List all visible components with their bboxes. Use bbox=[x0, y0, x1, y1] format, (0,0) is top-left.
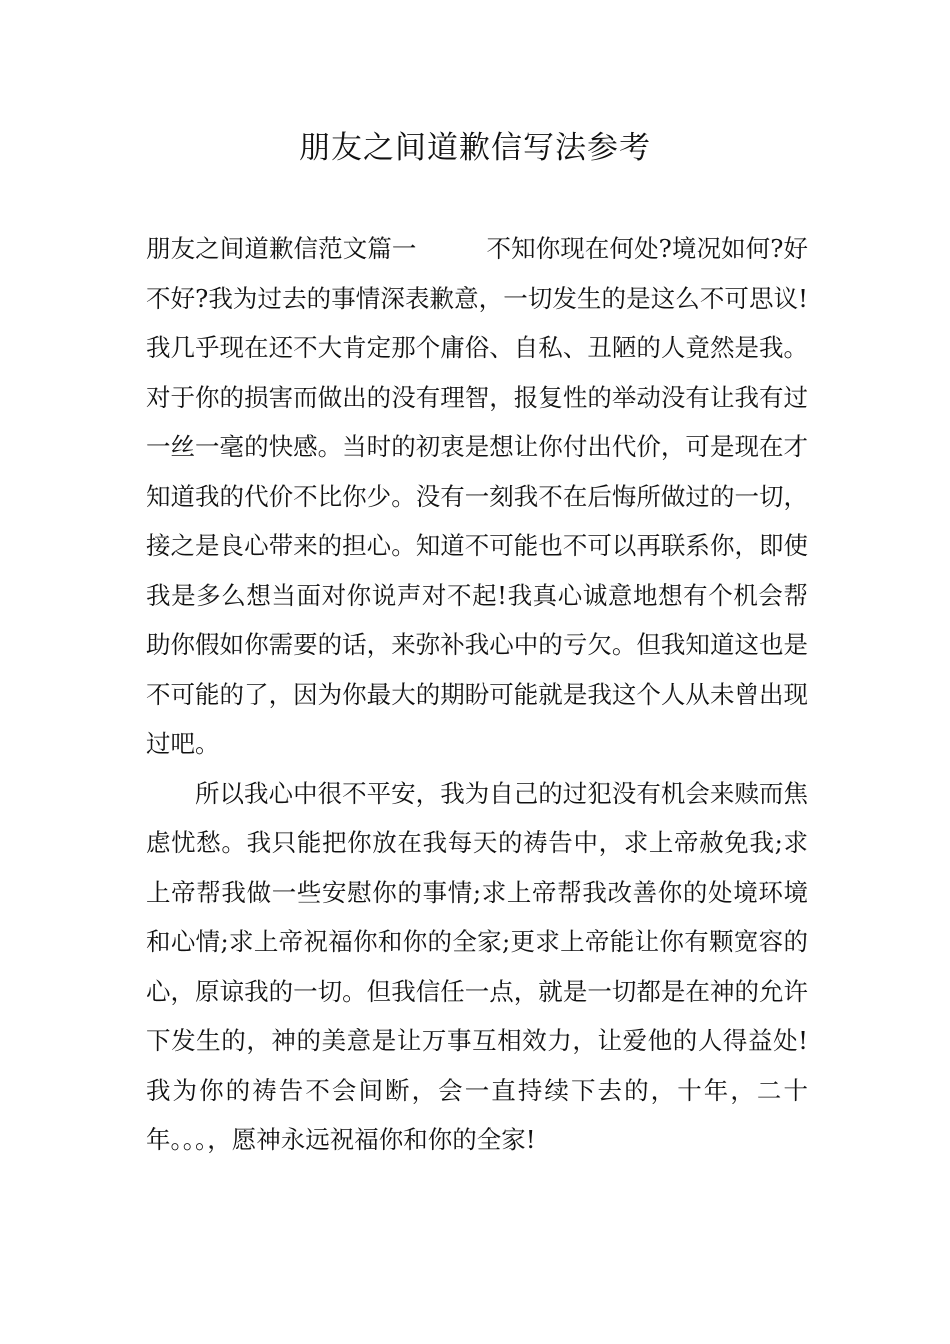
document-title: 朋友之间道歉信写法参考 bbox=[299, 130, 651, 166]
section-heading: 朋友之间道歉信范文篇一 bbox=[146, 234, 417, 263]
paragraph-1-text: 不知你现在何处?境况如何?好不好?我为过去的事情深表歉意，一切发生的是这么不可思议!我几乎现在还不大肯定那个庸俗、自私、丑陋的人竟然是我。对于你的损害而做出的没有理智，报复性的举动没有让我有过一丝一毫的快感。当时的初衷是想让你付出代价，可是现在才知道我的代价不比你少。没有一刻我不在后悔所做过的一切，接之是良心带来的担心。知道不可能也不可以再联系你，即使我是多么想当面对你说声对不起!我真心诚意地想有个机会帮助你假如你需要的话，来弥补我心中的亏欠。但我知道这也是不可能的了，因为你最大的期盼可能就是我这个人从未曾出现过吧。 bbox=[146, 234, 808, 758]
paragraph-2: 所以我心中很不平安，我为自己的过犯没有机会来赎而焦虑忧愁。我只能把你放在我每天的祷告中，求上帝赦免我;求上帝帮我做一些安慰你的事情;求上帝帮我改善你的处境环境和心情;求上帝祝福你和你的全家;更求上帝能让你有颗宽容的心，原谅我的一切。但我信任一点，就是一切都是在神的允许下发生的，神的美意是让万事互相效力，让爱他的人得益处!我为你的祷告不会间断，会一直持续下去的，十年，二十年。。。，愿神永远祝福你和你的全家! bbox=[146, 778, 808, 1154]
document-body bbox=[146, 224, 808, 1165]
paragraph-1 bbox=[146, 224, 808, 769]
